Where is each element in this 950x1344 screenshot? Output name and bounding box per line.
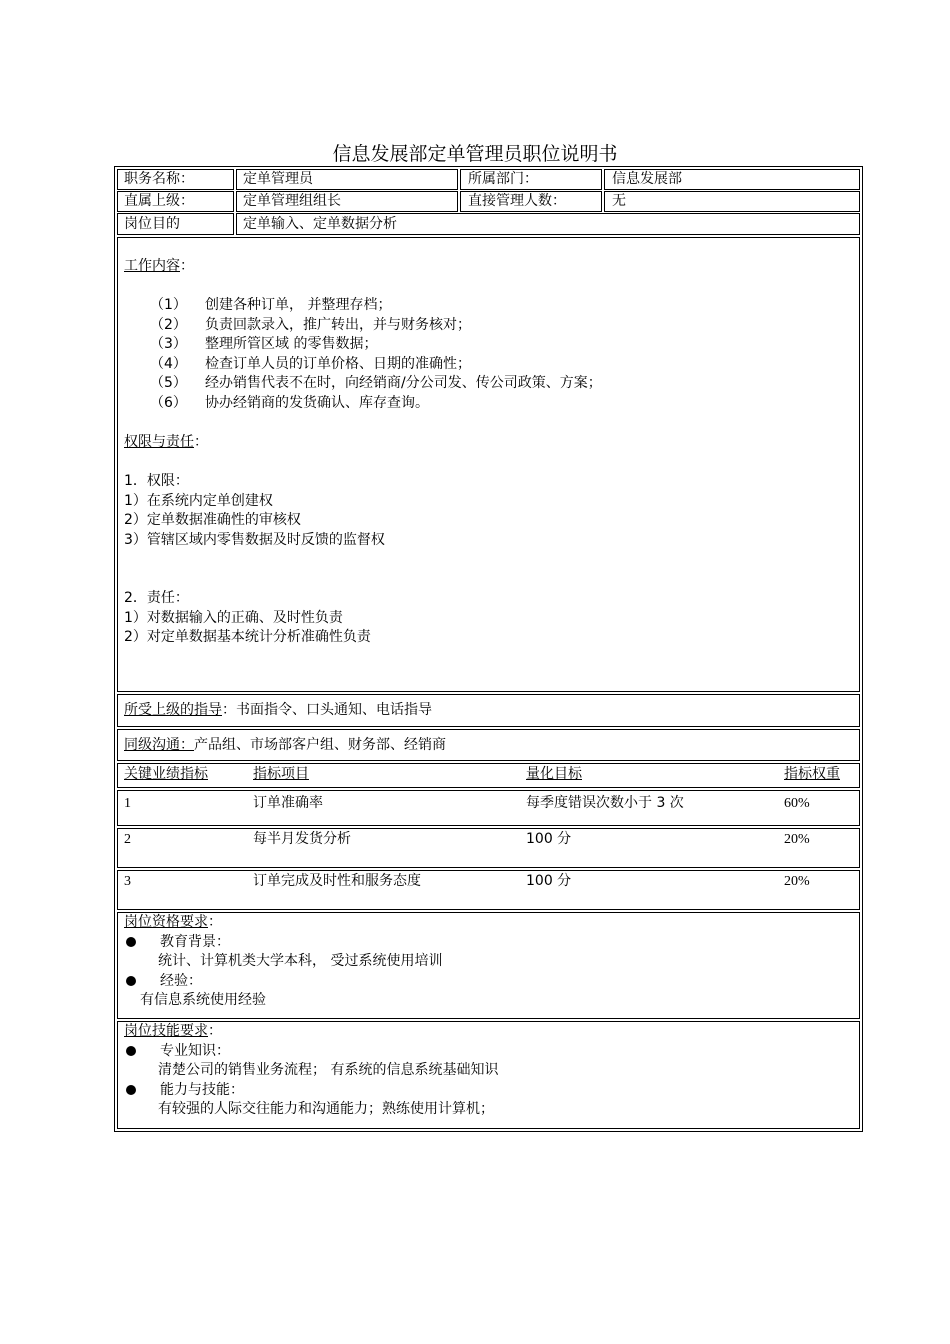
- work-content-title: 工作内容: [124, 258, 180, 274]
- guidance-label: 所受上级的指导: [124, 702, 222, 718]
- kpi-row-target: 100 分: [526, 873, 572, 889]
- kpi-row-weight: 20%: [784, 832, 810, 847]
- kpi-row-item: 每半月发货分析: [253, 831, 351, 847]
- job-title-label: 职务名称：: [124, 171, 194, 187]
- kpi-row-weight: 20%: [784, 874, 810, 889]
- department-value: 信息发展部: [612, 171, 682, 187]
- authority-title: 权限与责任: [124, 434, 194, 450]
- peer-label: 同级沟通：: [124, 737, 194, 753]
- work-item-num: （2）: [150, 316, 187, 333]
- work-item: [150, 296, 391, 316]
- peer-row: [124, 736, 446, 756]
- job-title-value: 定单管理员: [243, 171, 313, 187]
- education-label: 教育背景：: [160, 933, 230, 950]
- supervisor-label: 直属上级：: [124, 193, 194, 209]
- authority-colon: ：: [194, 434, 208, 450]
- duties-item: 1）对数据输入的正确、及时性负责: [124, 609, 343, 626]
- bullet-icon: [126, 937, 136, 947]
- rights-item: 3）管辖区域内零售数据及时反馈的监督权: [124, 531, 385, 548]
- work-item: [150, 394, 429, 414]
- work-item: [150, 316, 471, 336]
- kpi-row-target: 每季度错误次数小于 3 次: [526, 795, 684, 811]
- education-row: [124, 933, 230, 953]
- department-label: 所属部门：: [468, 171, 538, 187]
- rights-item: 1）在系统内定单创建权: [124, 492, 273, 509]
- cell-direct-reports-value: [604, 191, 860, 212]
- bullet-icon: [126, 1046, 136, 1056]
- work-item-num: （1）: [150, 297, 187, 313]
- direct-reports-label: 直接管理人数：: [468, 193, 566, 209]
- qualification-title: 岗位资格要求: [124, 914, 208, 930]
- kpi-row-no: 3: [124, 874, 131, 889]
- guidance-row: [124, 701, 432, 721]
- skills-heading: [124, 1022, 222, 1042]
- work-item-text: 创建各种订单， 并整理存档；: [205, 297, 392, 313]
- work-item: [150, 335, 377, 355]
- rights-item: 2）定单数据准确性的审核权: [124, 512, 301, 528]
- kpi-row: [117, 790, 860, 826]
- work-item-text: 检查订单人员的订单价格、日期的准确性；: [205, 355, 471, 372]
- work-item-num: （6）: [150, 394, 187, 411]
- work-item-num: （5）: [150, 375, 187, 391]
- purpose-label: 岗位目的: [124, 216, 180, 232]
- ability-value: 有较强的人际交往能力和沟通能力；熟练使用计算机；: [158, 1101, 494, 1117]
- kpi-row-no: 2: [124, 832, 131, 847]
- qualification-colon: ：: [208, 914, 222, 930]
- kpi-header-row: [117, 763, 860, 788]
- knowledge-label: 专业知识：: [160, 1042, 230, 1059]
- kpi-row-weight: 60%: [784, 796, 810, 811]
- work-item-num: （4）: [150, 355, 187, 372]
- kpi-row: [117, 828, 860, 868]
- knowledge-row: [124, 1042, 230, 1062]
- duties-item: 2）对定单数据基本统计分析准确性负责: [124, 629, 371, 645]
- knowledge-value: 清楚公司的销售业务流程； 有系统的信息系统基础知识: [158, 1062, 499, 1078]
- kpi-row-item: 订单准确率: [253, 795, 323, 811]
- qualification-heading: [124, 913, 222, 933]
- work-content-colon: ：: [180, 258, 194, 274]
- education-value: 统计、计算机类大学本科， 受过系统使用培训: [158, 953, 443, 969]
- work-content-heading: [124, 257, 194, 277]
- experience-row: [124, 972, 202, 992]
- kpi-header-weight: 指标权重: [784, 766, 840, 782]
- kpi-row-no: 1: [124, 796, 131, 811]
- direct-reports-value: 无: [612, 193, 626, 209]
- experience-label: 经验：: [160, 972, 202, 989]
- ability-label: 能力与技能：: [160, 1081, 244, 1098]
- experience-value: 有信息系统使用经验: [140, 992, 266, 1008]
- page-title: 信息发展部定单管理员职位说明书: [332, 143, 618, 165]
- supervisor-value: 定单管理组组长: [243, 193, 341, 209]
- duties-title: 2．责任：: [124, 590, 189, 606]
- work-item: [150, 355, 471, 375]
- bullet-icon: [126, 976, 136, 986]
- kpi-row-target: 100 分: [526, 831, 572, 847]
- rights-title: 1．权限：: [124, 473, 189, 489]
- kpi-header-indicator: 关键业绩指标: [124, 766, 208, 782]
- kpi-header-target: 量化目标: [526, 766, 582, 782]
- skills-colon: ：: [208, 1023, 222, 1039]
- work-item-text: 协办经销商的发货确认、库存查询。: [205, 394, 429, 411]
- skills-title: 岗位技能要求: [124, 1023, 208, 1039]
- kpi-header-item: 指标项目: [253, 766, 309, 782]
- peer-value: 产品组、市场部客户组、财务部、经销商: [194, 737, 446, 753]
- kpi-row: [117, 870, 860, 910]
- ability-row: [124, 1081, 244, 1101]
- work-item: [150, 374, 602, 394]
- work-item-text: 经办销售代表不在时，向经销商/分公司发、传公司政策、方案；: [205, 375, 602, 391]
- kpi-row-item: 订单完成及时性和服务态度: [253, 873, 421, 889]
- purpose-value: 定单输入、定单数据分析: [243, 216, 397, 232]
- work-item-num: （3）: [150, 336, 187, 352]
- guidance-value: ：书面指令、口头通知、电话指导: [222, 702, 432, 718]
- work-item-text: 负责回款录入，推广转出，并与财务核对；: [205, 316, 471, 333]
- authority-heading: [124, 433, 208, 453]
- bullet-icon: [126, 1085, 136, 1095]
- work-item-text: 整理所管区域 的零售数据；: [205, 336, 378, 352]
